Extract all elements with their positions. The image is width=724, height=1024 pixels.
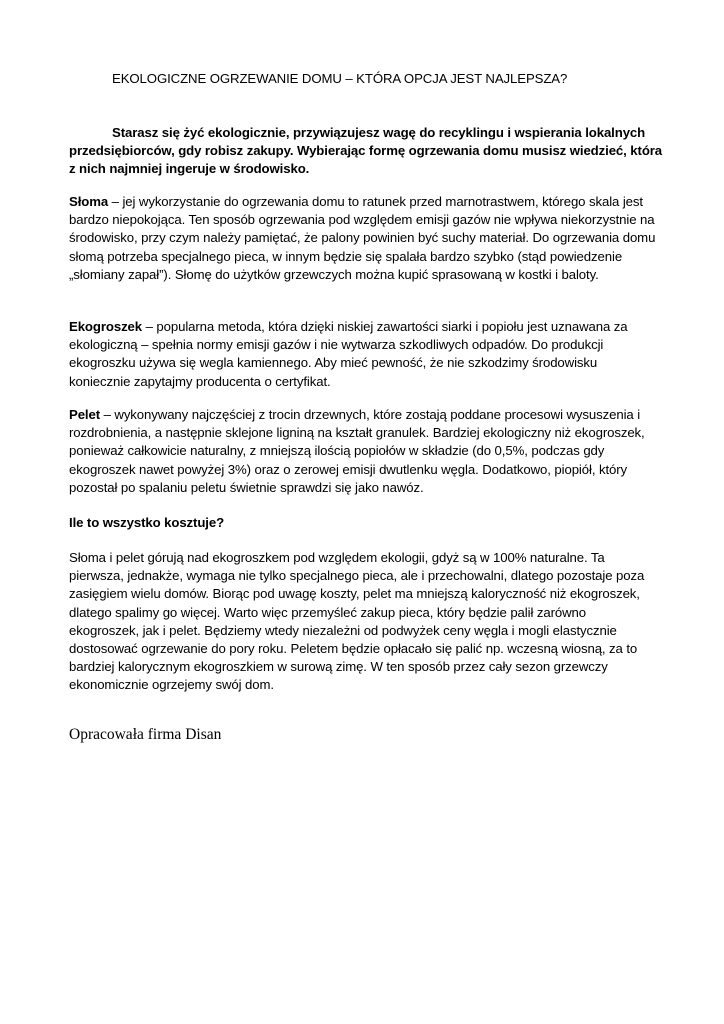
cost-paragraph: Słoma i pelet górują nad ekogroszkem pod względem ekologii, gdyż są w 100% naturalne. Ta pierwsza, jednakże, wymaga nie tylko specjalnego pieca, ale i przechowalni, dlatego pozostaje poza zasięgiem wielu domów. Biorąc pod uwagę koszty, pelet ma mniejszą kaloryczność niż ekogroszek, dlatego spalimy go więcej. Warto więc przemyśleć zakup pieca, który będzie palił zarówno ekogroszek, jak i pelet. Będziemy wtedy niezależni od podwyżek ceny węgla i mogli elastycznie dostosować ogrzewanie do pory roku. Peletem będzie opłacało się palić np. wczesną wiosną, za to bardziej kalorycznym ekogroszkiem w surową zimę. W ten sposób przez cały sezon grzewczy ekonomicznie ogrzejemy swój dom. [69,550,645,693]
section-sloma [69,193,659,284]
section-text: – popularna metoda, która dzięki niskiej zawartości siarki i popiołu jest uznawana za ekologiczną – spełnia normy emisji gazów i nie wytwarza szkodliwych odpadów. Do produkcji ekogroszku używa się wegla kamiennego. Aby mieć pewność, że nie szkodzimy środowisku koniecznie zapytajmy producenta o certyfikat. [69,319,628,389]
section-text: – jej wykorzystanie do ogrzewania domu to ratunek przed marnotrastwem, którego skala jest bardzo niepokojąca. Ten sposób ogrzewania pod względem emisji gazów nie wpływa niekorzystnie na środowisko, przy czym należy pamiętać, że palony powinien być suchy materiał. Do ogrzewania domu słomą potrzeba specjalnego pieca, w innym będzie się spalała bardzo szybko (stąd powiedzenie „słomiany zapał”). Słomę do użytków grzewczych można kupić sprasowaną w kostki i baloty. [69,194,656,282]
intro-paragraph: Starasz się żyć ekologicznie, przywiązujesz wagę do recyklingu i wspierania lokalnych przedsiębiorców, gdy robisz zakupy. Wybierając formę ogrzewania domu musisz wiedzieć, która z nich najmniej ingeruje w środowisko. [69,125,663,177]
document-title: EKOLOGICZNE OGRZEWANIE DOMU – KTÓRA OPCJA JEST NAJLEPSZA? [112,71,568,86]
cost-heading: Ile to wszystko kosztuje? [69,515,225,530]
section-ekogroszek [69,318,659,391]
section-text: – wykonywany najczęściej z trocin drzewnych, które zostają poddane procesowi wysuszenia i rozdrobnienia, a następnie sklejone ligniną na kształt granulek. Bardziej ekologiczny niż ekogroszek, ponieważ całkowicie naturalny, z mniejszą ilością popiołów w składzie (do 0,5%, podczas gdy ekogroszek nawet powyżej 3%) oraz o zerowej emisji dwutlenku węgla. Dodatkowo, piopiół, który pozostał po spalaniu peletu świetnie sprawdzi się jako nawóz. [69,407,645,495]
section-term: Pelet [69,407,101,422]
section-pelet [69,406,659,497]
section-term: Słoma [69,194,109,209]
section-term: Ekogroszek [69,319,143,334]
signature: Opracowała firma Disan [69,726,222,743]
